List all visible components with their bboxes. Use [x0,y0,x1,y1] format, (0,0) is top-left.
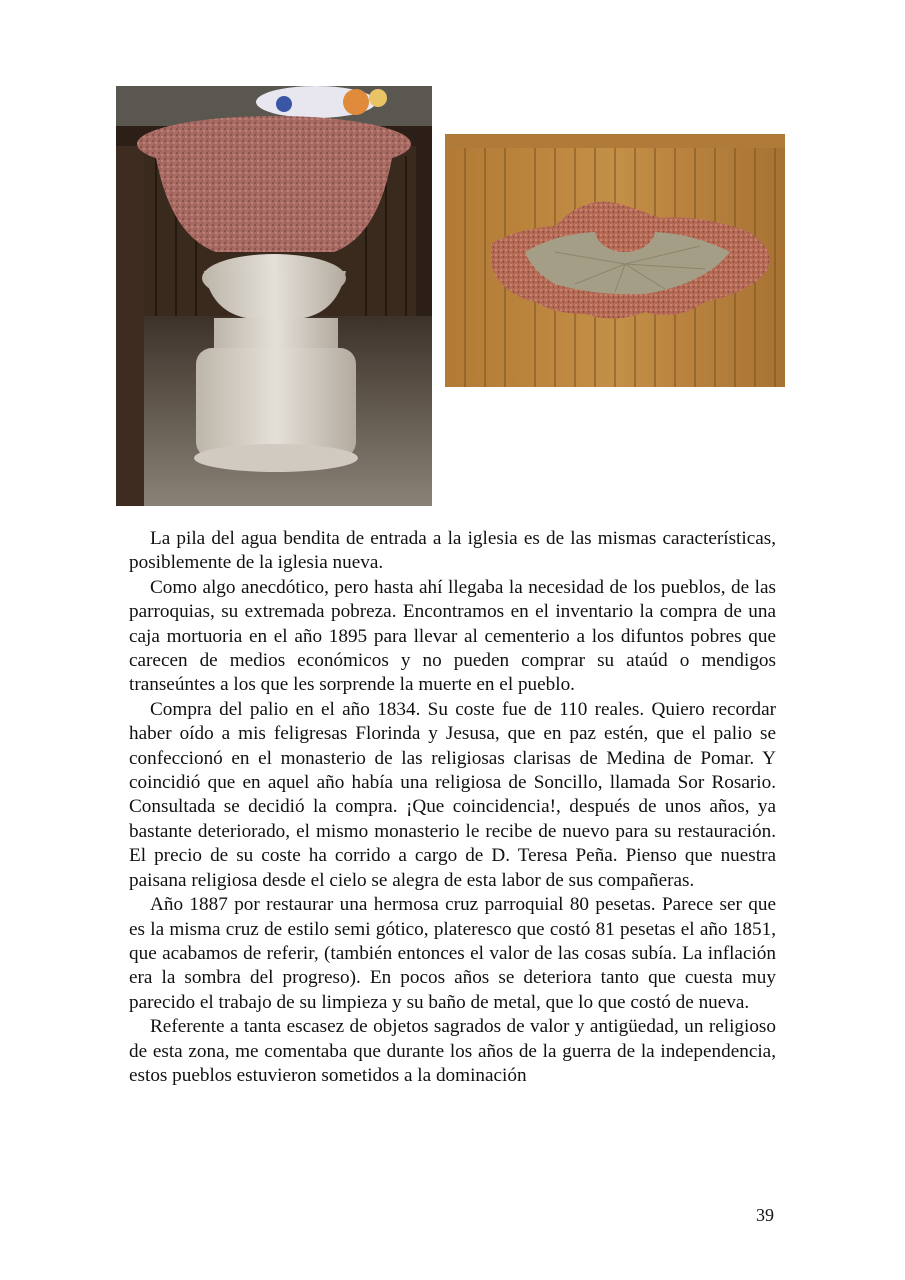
photo-holy-water-stoup [445,134,785,387]
body-text [129,527,776,1088]
paragraph: Como algo anecdótico, pero hasta ahí llegaba la necesidad de los pueblos, de las parroquias, su extremada pobreza. Encontramos en el inventario la compra de una caja mortuoria en el año 1895 para llevar al cementerio a los difuntos pobres que carecen de medios económicos y no pueden comprar su ataúd o mendigos transeúntes a los que les sorprende la muerte en el pueblo. [129,576,776,696]
paragraph: La pila del agua bendita de entrada a la iglesia es de las mismas características, posiblemente de la iglesia nueva. [129,528,776,574]
photo-baptismal-font [116,86,432,506]
page-number: 39 [756,1205,774,1225]
paragraph: Compra del palio en el año 1834. Su coste fue de 110 reales. Quiero recordar haber oído a mis feligresas Florinda y Jesusa, que en paz estén, que el palio se confeccionó en el monasterio de las religiosas clarisas de Medina de Pomar. Y coincidió que en aquel año había una religiosa de Soncillo, llamada Sor Rosario. Consultada se decidió la compra. ¡Que coincidencia!, después de unos años, ya bastante deteriorado, el mismo monasterio le recibe de nuevo para su restauración. El precio de su coste ha corrido a cargo de D. Teresa Peña. Pienso que nuestra paisana religiosa desde el cielo se alegra de esta labor de sus compañeras. [129,698,776,891]
holy-water-stoup-image [445,134,785,387]
baptismal-font-image [116,86,432,506]
paragraph: Año 1887 por restaurar una hermosa cruz parroquial 80 pesetas. Parece ser que es la misma cruz de estilo semi gótico, plateresco que costó 81 pesetas el año 1851, que acabamos de referir, (también entonces el valor de las cosas subía. La inflación era la sombra del progreso). En pocos años se deteriora tanto que cuesta muy parecido el trabajo de su limpieza y su baño de metal, que lo que costó de nueva. [129,894,776,1013]
paragraph: Referente a tanta escasez de objetos sagrados de valor y antigüedad, un religioso de esta zona, me comentaba que durante los años de la guerra de la independencia, estos pueblos estuvieron sometidos a la dominación [129,1016,776,1086]
